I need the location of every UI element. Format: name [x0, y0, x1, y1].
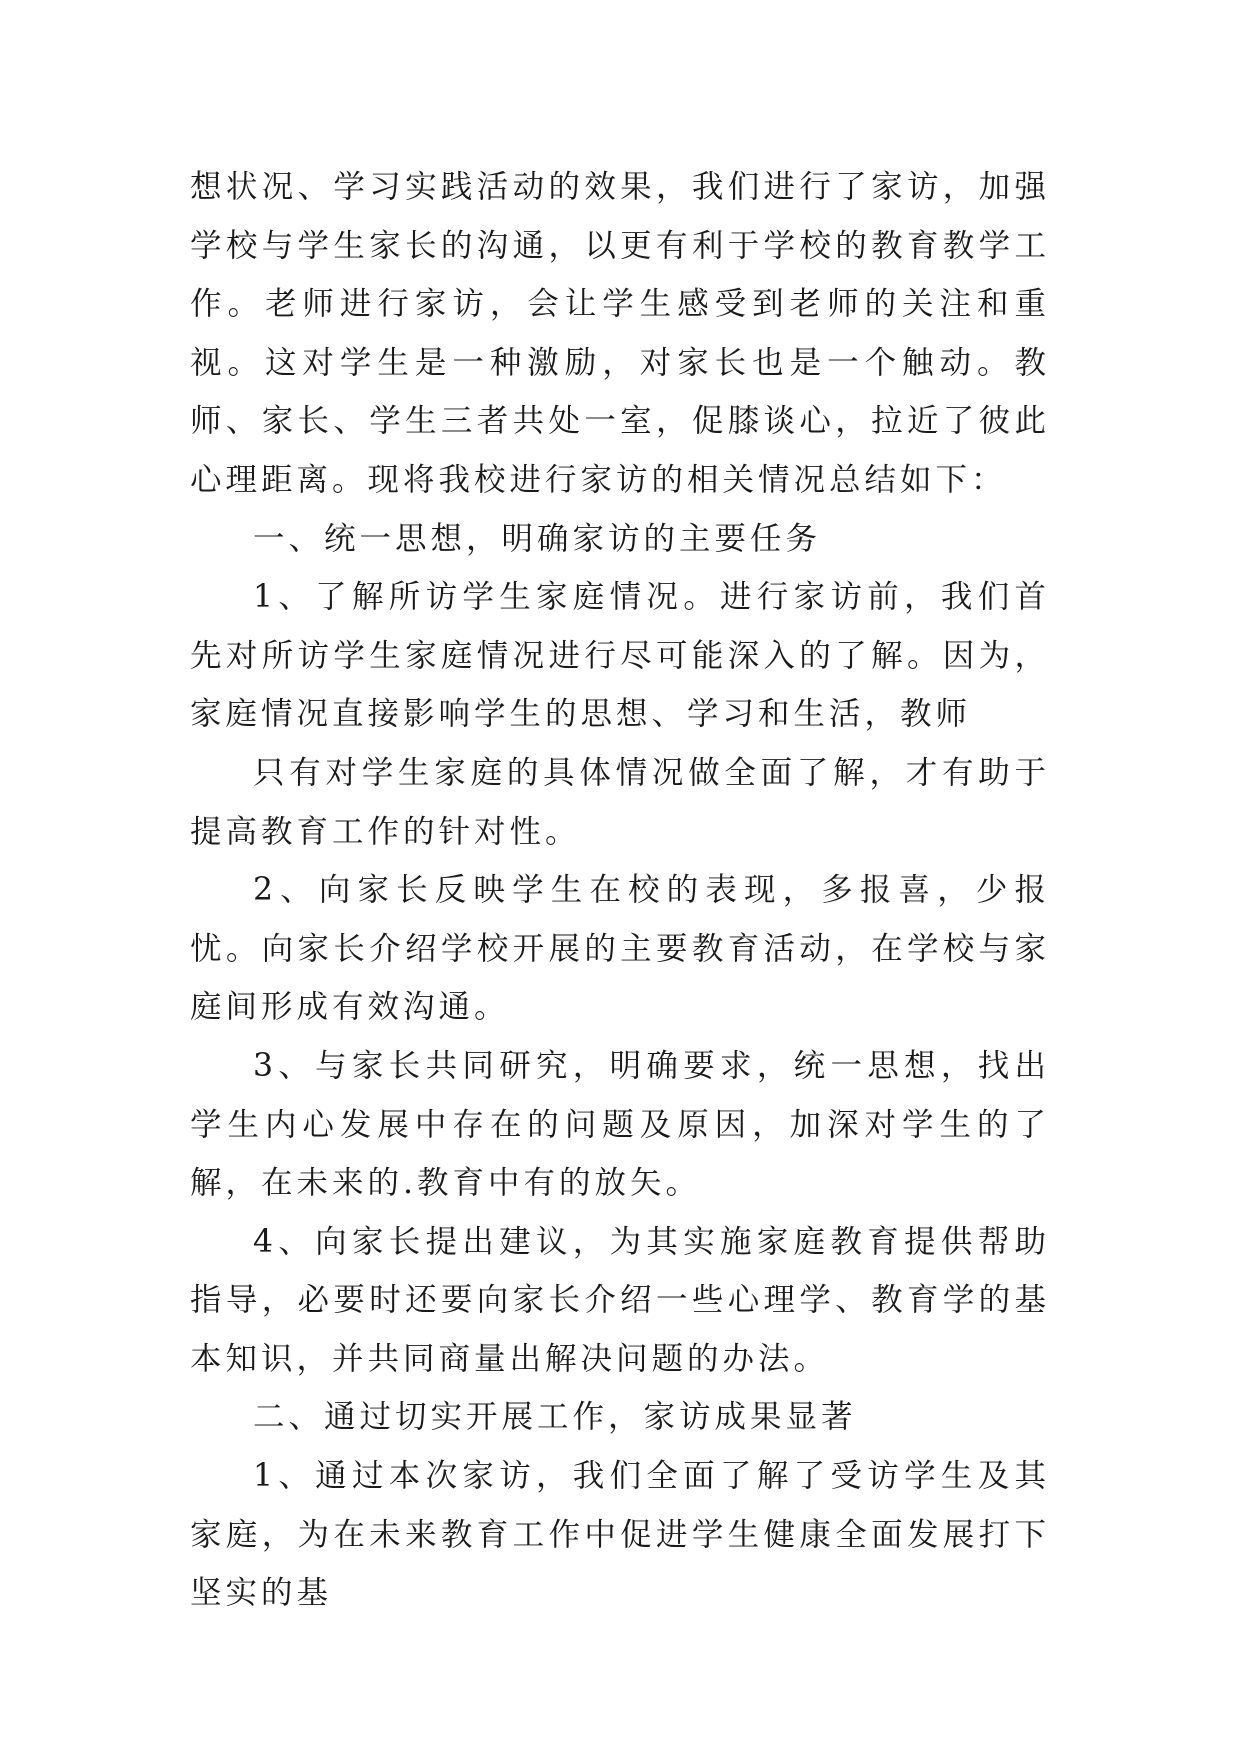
paragraph-item-2: 2、向家长反映学生在校的表现，多报喜，少报忧。向家长介绍学校开展的主要教育活动，在学校与家庭间形成有效沟通。 — [190, 872, 1050, 1026]
paragraph-item-4: 4、向家长提出建议，为其实施家庭教育提供帮助指导，必要时还要向家长介绍一些心理学、教育学的基本知识，并共同商量出解决问题的办法。 — [190, 1223, 1050, 1377]
paragraph-item-1-continued: 只有对学生家庭的具体情况做全面了解，才有助于提高教育工作的针对性。 — [190, 754, 1050, 850]
document-body — [190, 158, 1050, 1623]
paragraph-section-2-item-1: 1、通过本次家访，我们全面了解了受访学生及其家庭，为在未来教育工作中促进学生健康全面发展打下坚实的基 — [190, 1458, 1050, 1612]
section-heading-2: 二、通过切实开展工作，家访成果显著 — [253, 1399, 857, 1436]
paragraph-item-1: 1、了解所访学生家庭情况。进行家访前，我们首先对所访学生家庭情况进行尽可能深入的了解。因为，家庭情况直接影响学生的思想、学习和生活，教师 — [190, 579, 1050, 733]
section-heading-1: 一、统一思想，明确家访的主要任务 — [253, 520, 822, 557]
paragraph-intro: 想状况、学习实践活动的效果，我们进行了家访，加强学校与学生家长的沟通，以更有利于学校的教育教学工作。老师进行家访，会让学生感受到老师的关注和重视。这对学生是一种激励，对家长也是一个触动。教师、家长、学生三者共处一室，促膝谈心，拉近了彼此心理距离。现将我校进行家访的相关情况总结如下： — [190, 169, 1050, 498]
paragraph-item-3: 3、与家长共同研究，明确要求，统一思想，找出学生内心发展中存在的问题及原因，加深对学生的了解，在未来的.教育中有的放矢。 — [190, 1047, 1050, 1202]
